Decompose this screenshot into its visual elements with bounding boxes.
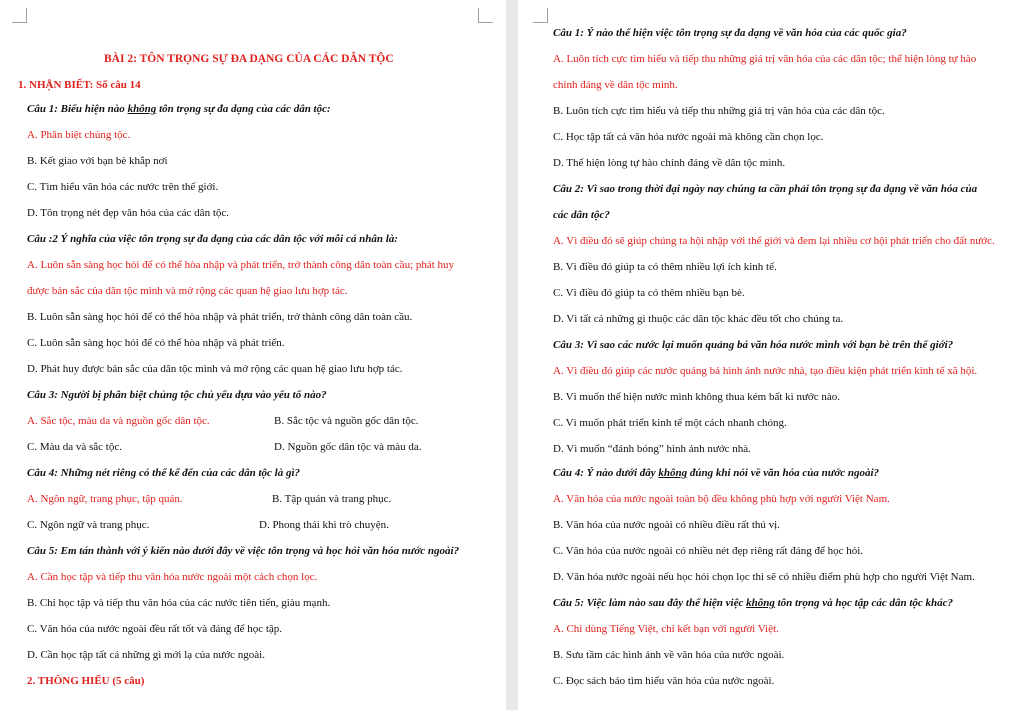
answer-c: C. Ngôn ngữ và trang phục. [27, 519, 150, 531]
answer-a: A. Vì điều đó giúp các nước quảng bá hình ảnh nước nhà, tạo điều kiện phát triển kinh tế xã hội. [553, 365, 978, 377]
question-5: Câu 5: Việc làm nào sau đây thể hiện việc không tôn trọng và học tập các dân tộc khác? [553, 597, 954, 609]
answer-d: D. Thể hiện lòng tự hào chính đáng về dân tộc mình. [553, 157, 786, 169]
answer-a: A. Phân biệt chủng tộc. [27, 129, 131, 141]
answer-d: D. Văn hóa nước ngoài nếu học hỏi chọn lọc thì sẽ có nhiều điểm phù hợp cho người Việt Nam. [553, 571, 975, 583]
answer-d: D. Phong thái khi trò chuyện. [259, 519, 389, 531]
answer-b: B. Văn hóa của nước ngoài có nhiều điều rất thú vị. [553, 519, 780, 531]
answer-b: B. Luôn tích cực tìm hiểu và tiếp thu những giá trị văn hóa của các dân tộc. [553, 105, 885, 117]
answer-a: A. Chỉ dùng Tiếng Việt, chỉ kết bạn với người Việt. [553, 623, 779, 635]
answer-b: B. Sắc tộc và nguồn gốc dân tộc. [274, 415, 419, 427]
crop-mark [533, 8, 548, 23]
answer-a: A. Luôn sẵn sàng học hỏi để có thể hòa nhập và phát triển, trở thành công dân toàn cầu; phát huy [27, 259, 455, 271]
question-2: Câu 2: Vì sao trong thời đại ngày nay chúng ta cần phải tôn trọng sự đa dạng về văn hóa của [553, 183, 978, 195]
question-5: Câu 5: Em tán thành với ý kiến nào dưới đây về việc tôn trọng và học hỏi văn hóa nước ngoài? [27, 545, 460, 557]
question-2-continued: các dân tộc? [553, 209, 610, 221]
answer-c: C. Vì điều đó giúp ta có thêm nhiều bạn bè. [553, 287, 745, 299]
answer-a: A. Cần học tập và tiếp thu văn hóa nước ngoài một cách chọn lọc. [27, 571, 318, 583]
answer-a: A. Sắc tộc, màu da và nguồn gốc dân tộc. [27, 415, 210, 427]
question-1: Câu 1: Ý nào thể hiện việc tôn trọng sự đa dạng về văn hóa của các quốc gia? [553, 27, 907, 39]
section-heading-comprehension: 2. THÔNG HIỂU (5 câu) [27, 675, 145, 687]
answer-b: B. Vì muốn thể hiện nước mình không thua kém bất kì nước nào. [553, 391, 841, 403]
answer-b: B. Luôn sẵn sàng học hỏi để có thể hòa nhập và phát triển, trở thành công dân toàn cầu. [27, 311, 413, 323]
answer-c: C. Học tập tất cả văn hóa nước ngoài mà không cần chọn lọc. [553, 131, 824, 143]
answer-d: D. Phát huy được bản sắc của dân tộc mình và mở rộng các quan hệ giao lưu hợp tác. [27, 363, 403, 375]
answer-a: A. Luôn tích cực tìm hiểu và tiếp thu những giá trị văn hóa của các dân tộc; thể hiện lòng tự hào [553, 53, 977, 65]
answer-d: D. Tôn trọng nét đẹp văn hóa của các dân tộc. [27, 207, 230, 219]
answer-b: B. Vì điều đó giúp ta có thêm nhiều lợi ích kinh tế. [553, 261, 777, 273]
answer-a-continued: chính đáng về dân tộc mình. [553, 79, 678, 91]
answer-a: A. Ngôn ngữ, trang phục, tập quán. [27, 493, 183, 505]
answer-c: C. Vì muốn phát triển kinh tế một cách nhanh chóng. [553, 417, 787, 429]
lesson-title: BÀI 2: TÔN TRỌNG SỰ ĐA DẠNG CỦA CÁC DÂN TỘC [104, 53, 394, 65]
question-1: Câu 1: Biểu hiện nào không tôn trọng sự đa dạng của các dân tộc: [27, 103, 331, 115]
question-4: Câu 4: Những nét riêng có thể kể đến của các dân tộc là gì? [27, 467, 301, 479]
answer-d: D. Vì muốn “đánh bóng” hình ảnh nước nhà. [553, 443, 751, 455]
answer-b: B. Chỉ học tập và tiếp thu văn hóa của các nước tiên tiến, giàu mạnh. [27, 597, 331, 609]
answer-c: C. Đọc sách báo tìm hiểu văn hóa của nước ngoài. [553, 675, 775, 687]
answer-c: C. Văn hóa của nước ngoài đều rất tốt và đáng để học tập. [27, 623, 283, 635]
question-3: Câu 3: Người bị phân biệt chủng tộc chủ yếu dựa vào yếu tố nào? [27, 389, 327, 401]
answer-a: A. Vì điều đó sẽ giúp chúng ta hội nhập với thế giới và đem lại nhiều cơ hội phát triển cho đất nước. [553, 235, 995, 247]
answer-b: B. Tập quán và trang phục. [272, 493, 392, 505]
answer-b: B. Kết giao với bạn bè khắp nơi [27, 155, 168, 167]
answer-d: D. Vì tất cả những gì thuộc các dân tộc khác đều tốt cho chúng ta. [553, 313, 844, 325]
question-4: Câu 4: Ý nào dưới đây không đúng khi nói về văn hóa của nước ngoài? [553, 467, 880, 479]
crop-mark [12, 8, 27, 23]
answer-d: D. Nguồn gốc dân tộc và màu da. [274, 441, 422, 453]
document-page-right [518, 0, 1033, 710]
answer-a: A. Văn hóa của nước ngoài toàn bộ đều không phù hợp với người Việt Nam. [553, 493, 890, 505]
document-page-left [0, 0, 506, 710]
answer-a-continued: được bản sắc của dân tộc mình và mở rộng các quan hệ giao lưu hợp tác. [27, 285, 348, 297]
answer-c: C. Văn hóa của nước ngoài có nhiều nét đẹp riêng rất đáng để học hỏi. [553, 545, 864, 557]
crop-mark [478, 8, 493, 23]
answer-b: B. Sưu tầm các hình ảnh về văn hóa của nước ngoài. [553, 649, 785, 661]
answer-c: C. Màu da và sắc tộc. [27, 441, 122, 453]
section-heading-recognition: 1. NHẬN BIẾT: Số câu 14 [18, 79, 141, 91]
question-2: Câu :2 Ý nghĩa của việc tôn trọng sự đa dạng của các dân tộc với mỗi cá nhân là: [27, 233, 398, 245]
answer-c: C. Tìm hiểu văn hóa các nước trên thế giới. [27, 181, 219, 193]
question-3: Câu 3: Vì sao các nước lại muốn quảng bá văn hóa nước mình với bạn bè trên thế giới? [553, 339, 954, 351]
answer-d: D. Cần học tập tất cả những gì mới lạ của nước ngoài. [27, 649, 265, 661]
answer-c: C. Luôn sẵn sàng học hỏi để có thể hòa nhập và phát triển. [27, 337, 285, 349]
